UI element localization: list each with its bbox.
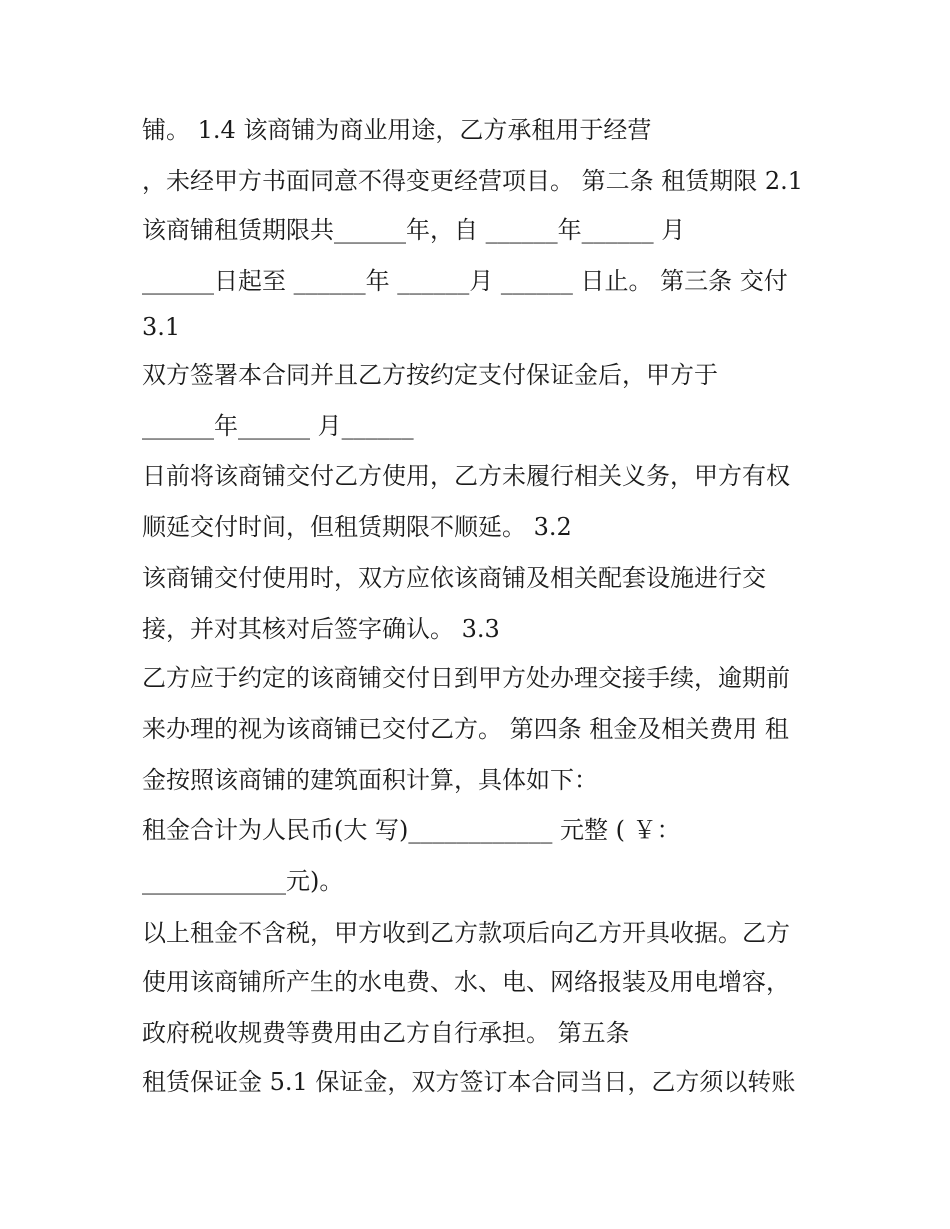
text-line: 租赁保证金 5.1 保证金，双方签订本合同当日，乙方须以转账 xyxy=(142,1068,796,1096)
text-line: 该商铺租赁期限共______年，自 ______年______ 月 xyxy=(142,216,686,244)
text-line: 乙方应于约定的该商铺交付日到甲方处办理交接手续，逾期前 xyxy=(142,664,790,692)
text-line: ______日起至 ______年 ______月 ______ 日止。 第三条 交付 xyxy=(142,267,788,295)
text-line: ______年______ 月______ xyxy=(142,412,414,440)
text-line: 金按照该商铺的建筑面积计算，具体如下： xyxy=(142,766,598,794)
text-line: 来办理的视为该商铺已交付乙方。 第四条 租金及相关费用 租 xyxy=(142,715,789,743)
text-line: 铺。 1.4 该商铺为商业用途，乙方承租用于经营 xyxy=(142,116,652,144)
text-line: 政府税收规费等费用由乙方自行承担。 第五条 xyxy=(142,1019,630,1047)
text-line: 日前将该商铺交付乙方使用，乙方未履行相关义务，甲方有权 xyxy=(142,462,790,490)
text-line: 以上租金不含税，甲方收到乙方款项后向乙方开具收据。乙方 xyxy=(142,919,790,947)
text-line: ____________元)。 xyxy=(142,867,344,895)
text-line: ，未经甲方书面同意不得变更经营项目。 第二条 租赁期限 2.1 xyxy=(142,167,804,195)
text-line: 双方签署本合同并且乙方按约定支付保证金后，甲方于 xyxy=(142,361,718,389)
text-line: 租金合计为人民币(大 写)____________ 元整 ( ￥： xyxy=(142,816,681,844)
text-line: 接，并对其核对后签字确认。 3.3 xyxy=(142,615,500,643)
text-line: 该商铺交付使用时，双方应依该商铺及相关配套设施进行交 xyxy=(142,564,766,592)
text-line: 顺延交付时间，但租赁期限不顺延。 3.2 xyxy=(142,513,572,541)
text-line: 3.1 xyxy=(142,313,181,341)
text-line: 使用该商铺所产生的水电费、水、电、网络报装及用电增容， xyxy=(142,968,790,996)
